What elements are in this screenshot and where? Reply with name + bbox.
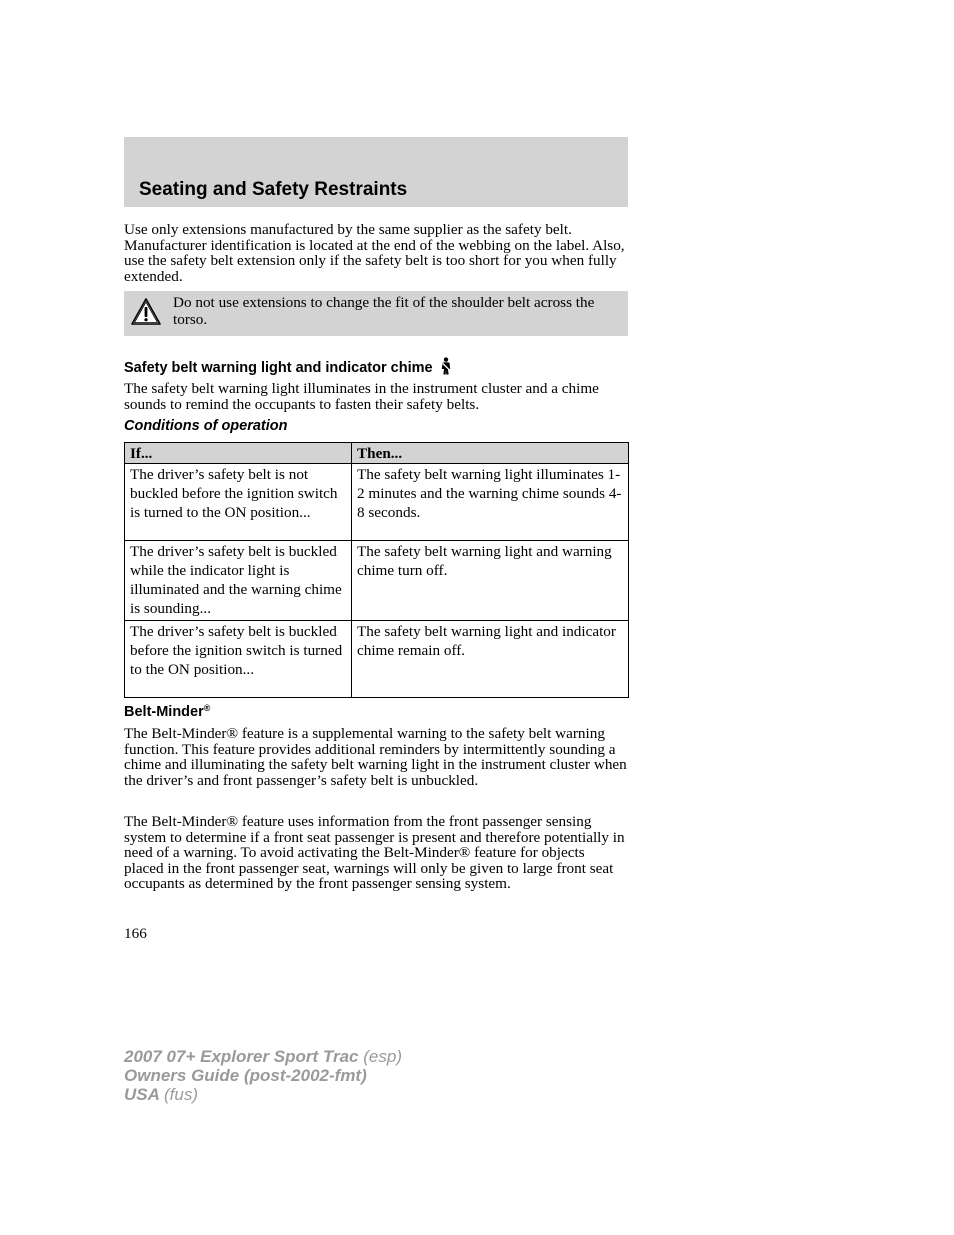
table-cell: The safety belt warning light illuminates 1-2 minutes and the warning chime sounds 4-8 seconds. bbox=[352, 464, 629, 541]
table-row bbox=[125, 541, 629, 621]
footer-market-code: (fus) bbox=[164, 1085, 198, 1104]
document-footer bbox=[124, 1047, 402, 1104]
page-number: 166 bbox=[124, 925, 147, 942]
table-cell: The safety belt warning light and indicator chime remain off. bbox=[352, 621, 629, 698]
registered-mark: ® bbox=[203, 703, 211, 713]
table-cell: The safety belt warning light and warning chime turn off. bbox=[352, 541, 629, 621]
footer-model-code: (esp) bbox=[363, 1047, 402, 1066]
conditions-table bbox=[124, 442, 629, 698]
table-header-row bbox=[125, 443, 629, 464]
warning-box bbox=[124, 291, 628, 336]
warning-triangle-icon bbox=[130, 297, 162, 327]
beltminder-paragraph-1: The Belt-Minder® feature is a supplemental warning to the safety belt warning function. This feature provides additional reminders by intermittently sounding a chime and illuminating the safety belt warning light in the instrument cluster when the driver’s and front passenger’s safety belt is unbuckled. bbox=[124, 725, 627, 789]
table-row bbox=[125, 464, 629, 541]
beltminder-heading-text: Belt-Minder bbox=[124, 704, 204, 720]
footer-line-2: Owners Guide (post-2002-fmt) bbox=[124, 1066, 367, 1085]
chime-section-heading bbox=[124, 357, 455, 376]
beltminder-heading bbox=[124, 704, 210, 720]
conditions-heading: Conditions of operation bbox=[124, 418, 288, 434]
footer-line-1 bbox=[124, 1047, 402, 1066]
section-header-band bbox=[124, 137, 628, 207]
column-header-if: If... bbox=[125, 443, 352, 464]
column-header-then: Then... bbox=[352, 443, 629, 464]
chime-paragraph: The safety belt warning light illuminates in the instrument cluster and a chime sounds to remind the occupants to fasten their safety belts. bbox=[124, 380, 599, 413]
footer-model: 2007 07+ Explorer Sport Trac bbox=[124, 1047, 359, 1066]
beltminder-paragraph-2: The Belt-Minder® feature uses information from the front passenger sensing system to determine if a front seat passenger is present and therefore potentially in need of a warning. To avoid activating the Belt-Minder® feature for objects placed in the front passenger seat, warnings will only be given to large front seat occupants as determined by the front passenger sensing system. bbox=[124, 813, 625, 892]
section-title: Seating and Safety Restraints bbox=[139, 179, 408, 200]
warning-text: Do not use extensions to change the fit of the shoulder belt across the torso. bbox=[173, 294, 595, 328]
table-row bbox=[125, 621, 629, 698]
chime-heading-text: Safety belt warning light and indicator chime bbox=[124, 360, 433, 376]
table-cell: The driver’s safety belt is not buckled before the ignition switch is turned to the ON position... bbox=[125, 464, 352, 541]
footer-market: USA bbox=[124, 1085, 160, 1104]
seatbelt-icon bbox=[437, 357, 455, 375]
table-cell: The driver’s safety belt is buckled before the ignition switch is turned to the ON position... bbox=[125, 621, 352, 698]
footer-line-3 bbox=[124, 1085, 402, 1104]
table-cell: The driver’s safety belt is buckled while the indicator light is illuminated and the warning chime is sounding... bbox=[125, 541, 352, 621]
intro-paragraph: Use only extensions manufactured by the same supplier as the safety belt. Manufacturer identification is located at the end of the webbing on the label. Also, use the safety belt extension only if the safety belt is too short for you when fully extended. bbox=[124, 221, 625, 285]
